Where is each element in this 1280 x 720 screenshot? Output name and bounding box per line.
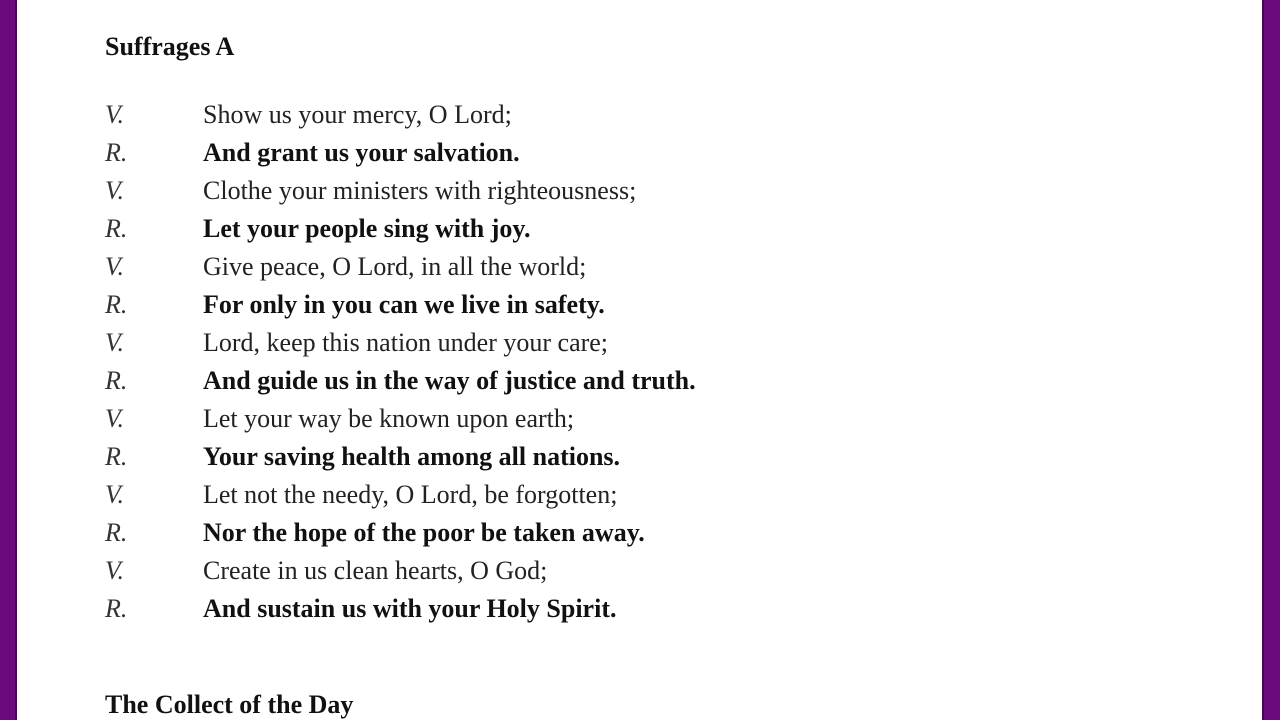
row-text: Let your people sing with joy.	[203, 214, 531, 243]
response-row	[105, 210, 696, 248]
versicle-row	[105, 400, 696, 438]
versicle-row	[105, 552, 696, 590]
versicle-row	[105, 172, 696, 210]
row-text: Show us your mercy, O Lord;	[203, 100, 512, 129]
row-text: And guide us in the way of justice and truth.	[203, 366, 696, 395]
row-label: V.	[105, 176, 125, 205]
response-row	[105, 362, 696, 400]
row-text: Let not the needy, O Lord, be forgotten;	[203, 480, 618, 509]
section-heading: Suffrages A	[105, 32, 235, 61]
response-row	[105, 514, 696, 552]
next-section-heading: The Collect of the Day	[105, 690, 354, 719]
versicle-row	[105, 248, 696, 286]
row-text: Nor the hope of the poor be taken away.	[203, 518, 645, 547]
row-text: Your saving health among all nations.	[203, 442, 621, 471]
row-text: Let your way be known upon earth;	[203, 404, 575, 433]
response-row	[105, 438, 696, 476]
row-label: R.	[105, 290, 128, 319]
row-text: Create in us clean hearts, O God;	[203, 556, 548, 585]
document-page	[17, 0, 1262, 720]
response-row	[105, 134, 696, 172]
row-label: R.	[105, 518, 128, 547]
row-text: And grant us your salvation.	[203, 138, 520, 167]
row-text: For only in you can we live in safety.	[203, 290, 605, 319]
versicle-row	[105, 96, 696, 134]
right-border	[1262, 0, 1264, 720]
row-label: R.	[105, 214, 128, 243]
row-label: V.	[105, 480, 125, 509]
row-label: R.	[105, 138, 128, 167]
row-text: And sustain us with your Holy Spirit.	[203, 594, 617, 623]
row-text: Lord, keep this nation under your care;	[203, 328, 609, 357]
row-label: V.	[105, 556, 125, 585]
response-row	[105, 286, 696, 324]
versicle-row	[105, 476, 696, 514]
row-text: Clothe your ministers with righteousness;	[203, 176, 637, 205]
row-label: V.	[105, 404, 125, 433]
row-text: Give peace, O Lord, in all the world;	[203, 252, 587, 281]
row-label: V.	[105, 252, 125, 281]
left-border	[15, 0, 17, 720]
row-label: V.	[105, 328, 125, 357]
row-label: R.	[105, 366, 128, 395]
row-label: V.	[105, 100, 125, 129]
row-label: R.	[105, 594, 128, 623]
response-row	[105, 590, 696, 628]
versicle-row	[105, 324, 696, 362]
row-label: R.	[105, 442, 128, 471]
suffrages-list	[105, 96, 696, 628]
